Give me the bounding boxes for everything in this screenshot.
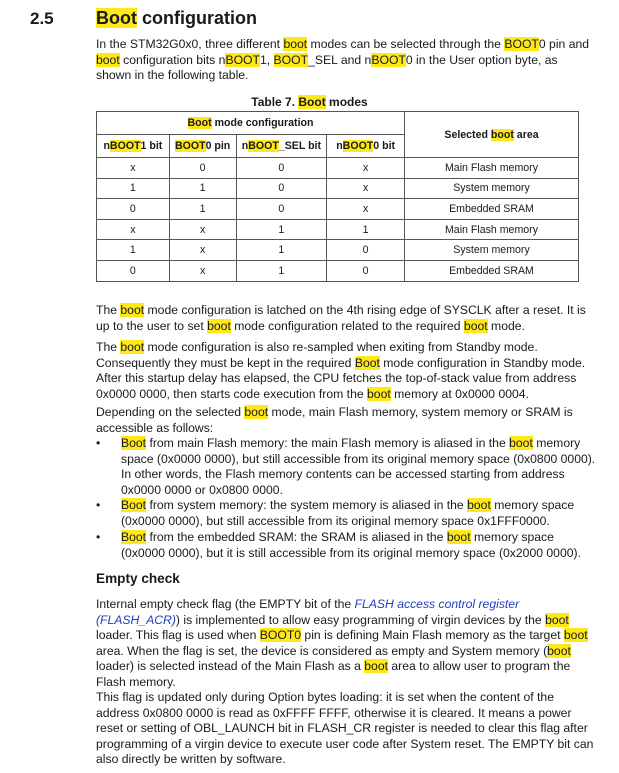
paragraph-option-bytes: This flag is updated only during Option bytes loading: it is set when the content of the address 0x0800 0000 is read as 0xFFFF FFFF, otherwise it is cleared. It means a power reset or setting of OBL_LAUNCH bit in FLASH_CR register is needed to clear this flag after programming of a virgin device to execute user code after System reset. The EMPTY bit can also directly be written by software. bbox=[96, 690, 594, 767]
bullet-system-memory: Boot from system memory: the system memory is aliased in the boot memory space (0x0000 0000), but still accessible from its original memory space 0x1FFF0000. bbox=[121, 498, 575, 528]
bullet-marker: • bbox=[96, 530, 101, 544]
table-header-nboot0: nBOOT0 bit bbox=[327, 135, 405, 158]
title-text: configuration bbox=[136, 8, 257, 28]
bullet-main-flash: Boot from main Flash memory: the main Flash memory is aliased in the boot memory space (0x0000 0000), but still accessible from its original memory space (0x0800 0000). In other words, the Flash memory contents can be accessed starting from address 0x0000 0000 or 0x0800 0000. bbox=[121, 436, 596, 497]
paragraph-latch: The boot mode configuration is latched on the 4th rising edge of SYSCLK after a reset. It is up to the user to set boot mode configuration related to the required boot mode. bbox=[96, 303, 586, 333]
table-row: x 0 0 x Main Flash memory bbox=[97, 158, 579, 179]
boot-modes-table bbox=[96, 111, 579, 282]
bullet-embedded-sram: Boot from the embedded SRAM: the SRAM is aliased in the boot memory space (0x0000 0000), but it is still accessible from its original memory space (0x2000 0000). bbox=[121, 530, 581, 560]
table-group-header: Boot mode configuration bbox=[97, 112, 405, 135]
table-header-selected-area: Selected boot area bbox=[404, 112, 578, 158]
section-number: 2.5 bbox=[30, 9, 54, 28]
paragraph-depending: Depending on the selected boot mode, main Flash memory, system memory or SRAM is accessible as follows: bbox=[96, 405, 573, 435]
paragraph-empty-check: Internal empty check flag (the EMPTY bit of the FLASH access control register (FLASH_ACR)) is implemented to allow easy programming of virgin devices by the boot loader. This flag is used when BOOT0 pin is defining Main Flash memory as the target boot area. When the flag is set, the device is considered as empty and System memory (boot loader) is selected instead of the Main Flash as a boot area to allow user to program the Flash memory. bbox=[96, 597, 588, 689]
table-row: 1 1 0 x System memory bbox=[97, 178, 579, 199]
intro-paragraph: In the STM32G0x0, three different boot modes can be selected through the BOOT0 pin and boot configuration bits nBOOT1, BOOT_SEL and nBOOT0 in the User option byte, as shown in the following table. bbox=[96, 37, 590, 83]
bullet-marker: • bbox=[96, 498, 101, 512]
highlight: Boot bbox=[96, 8, 137, 28]
empty-check-heading: Empty check bbox=[96, 571, 180, 586]
section-title bbox=[96, 8, 257, 29]
bullet-marker: • bbox=[96, 436, 101, 450]
table-header-boot0: BOOT0 pin bbox=[169, 135, 236, 158]
table-row: 1 x 1 0 System memory bbox=[97, 240, 579, 261]
table-row: x x 1 1 Main Flash memory bbox=[97, 219, 579, 240]
table-header-nboot1: nBOOT1 bit bbox=[97, 135, 170, 158]
table-header-nboot-sel: nBOOT_SEL bit bbox=[236, 135, 327, 158]
paragraph-standby: The boot mode configuration is also re-sampled when exiting from Standby mode. Consequently they must be kept in the required Boot mode configuration in Standby mode. After this startup delay has elapsed, the CPU fetches the top-of-stack value from address 0x0000 0000, then starts code execution from the boot memory at 0x0000 0004. bbox=[96, 340, 586, 401]
flash-acr-link[interactable]: FLASH access control register (FLASH_ACR) bbox=[96, 597, 520, 627]
table-row: 0 1 0 x Embedded SRAM bbox=[97, 199, 579, 220]
table-row: 0 x 1 0 Embedded SRAM bbox=[97, 260, 579, 281]
table-caption: Table 7. Boot modes bbox=[251, 95, 368, 109]
